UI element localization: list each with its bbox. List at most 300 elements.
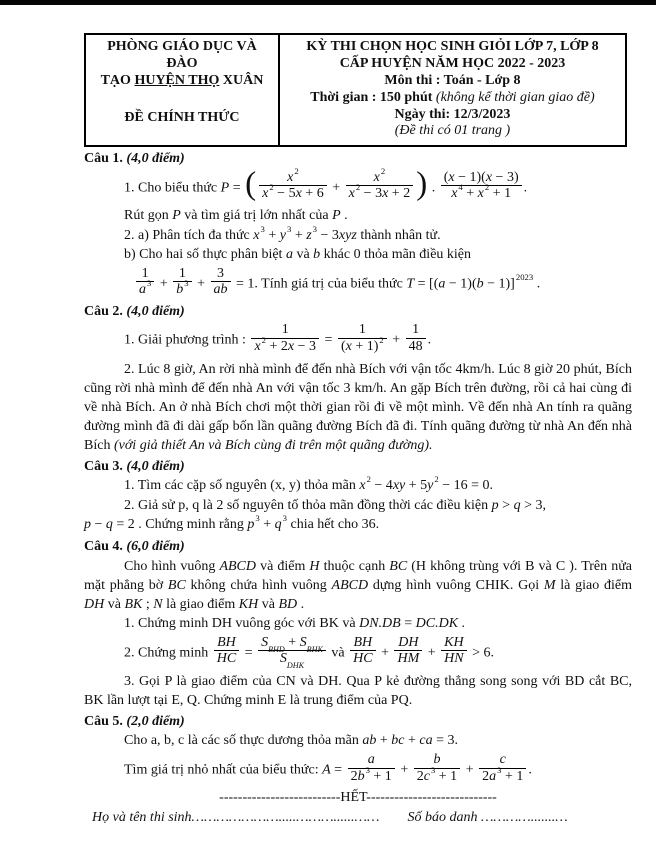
exam-duration-bold: Thời gian : 150 phút	[310, 90, 436, 106]
math-token: − 4	[370, 477, 393, 493]
math-token: 1	[178, 265, 186, 281]
math-token: P	[332, 207, 341, 223]
math-token: 1. Tìm các cặp số nguyên (x, y) thỏa mãn	[124, 477, 360, 493]
exam-date-line: Ngày thi: 12/3/2023	[394, 107, 511, 123]
math-token: q	[274, 517, 282, 533]
math-token: a	[285, 247, 293, 263]
math-token: Tìm giá trị nhỏ nhất của biểu thức:	[124, 762, 323, 778]
subscript: BHK	[306, 644, 323, 654]
math-token: >	[498, 497, 514, 513]
superscript: 3	[497, 764, 502, 775]
math-token: .	[428, 179, 439, 195]
math-token: + 6	[301, 186, 324, 202]
math-token: − 3)	[492, 169, 519, 185]
authority-line2-pre: TẠO	[100, 73, 135, 89]
math-token: DH	[398, 634, 419, 650]
math-token: b	[176, 282, 184, 298]
math-token: = 2 . Chứng minh rằng	[112, 517, 248, 533]
math-token: khác 0 thỏa mãn điều kiện	[320, 247, 472, 263]
authority-line2-post: XUÂN	[219, 73, 264, 89]
math-token: +	[291, 227, 307, 243]
math-token: = 3.	[432, 733, 459, 749]
question-1	[84, 150, 632, 300]
question-2-points: (4,0 điểm)	[126, 304, 185, 320]
math-token: p	[491, 497, 499, 513]
math-token: + 1	[369, 768, 392, 784]
math-token: x	[359, 477, 366, 493]
question-1-heading	[84, 150, 632, 168]
math-token: x	[477, 186, 484, 202]
math-token: ABCD	[219, 558, 256, 574]
fraction-denominator	[441, 182, 522, 202]
math-token: +	[156, 276, 172, 292]
math-token: +	[377, 645, 393, 661]
superscript: 2	[366, 474, 371, 485]
question-1-label: Câu 1.	[84, 151, 123, 167]
math-token: 1. Cho biểu thức	[124, 179, 221, 195]
fraction	[346, 752, 397, 784]
fraction	[439, 170, 524, 202]
math-token: − 3	[360, 186, 383, 202]
subscript: BHD	[268, 644, 285, 654]
math-token: − 3	[317, 227, 339, 243]
math-token: b	[357, 768, 365, 784]
math-token: ab	[213, 282, 228, 298]
math-token: b) Cho hai số thực phân biệt	[124, 247, 286, 263]
fraction-denominator	[338, 335, 387, 355]
math-token: BH	[217, 634, 236, 650]
candidate-number-blank: Số báo danh ………….......…	[407, 810, 568, 826]
math-token: +	[259, 517, 275, 533]
math-token: thuộc cạnh	[319, 558, 390, 574]
superscript: 3	[312, 223, 318, 234]
math-token: + 2	[388, 186, 411, 202]
q1-condition-intro-line	[84, 246, 632, 265]
math-token: 2. a) Phân tích đa thức	[124, 227, 254, 243]
fraction	[477, 752, 528, 784]
q1-simplify-line	[84, 207, 632, 226]
math-token: HM	[397, 651, 420, 667]
math-token: 48	[408, 338, 423, 354]
math-token: +	[284, 634, 300, 650]
math-token: +	[193, 276, 209, 292]
math-token: T	[406, 276, 415, 292]
question-3-label: Câu 3.	[84, 458, 123, 474]
q3-item2-continuation-line	[84, 513, 632, 535]
question-3-points: (4,0 điểm)	[126, 458, 185, 474]
math-token: Cho a, b, c là các số thực dương thỏa mãn	[124, 733, 363, 749]
superscript: 2	[484, 182, 490, 193]
fraction-numerator	[173, 266, 191, 283]
fraction	[249, 322, 321, 354]
fraction-numerator	[479, 752, 526, 769]
math-token: .	[340, 207, 348, 223]
scan-artifact-top-bar	[0, 0, 656, 5]
question-5-points: (2,0 điểm)	[126, 714, 185, 730]
math-token: +	[396, 762, 412, 778]
q3-item1-line	[84, 474, 632, 496]
math-token: H	[309, 558, 320, 574]
math-token: a	[438, 276, 446, 292]
q1-expression-P	[84, 165, 632, 204]
subscript: DHK	[286, 661, 305, 671]
math-token: +	[388, 332, 404, 348]
math-token: > 3,	[520, 497, 546, 513]
fraction-numerator	[406, 322, 426, 339]
fraction-denominator	[406, 339, 426, 355]
math-token: Rút gọn	[124, 207, 173, 223]
fraction	[404, 322, 428, 354]
math-token: P	[172, 207, 181, 223]
q4-item3-paragraph: 3. Gọi P là giao điểm của CN và DH. Qua P kẻ đường thẳng song song với BD cắt BC, BK lần lượt tại E, Q. Chứng minh E là trung điểm của PQ.	[84, 674, 632, 709]
big-parenthesis: (	[245, 165, 257, 202]
fraction	[348, 635, 377, 667]
issuing-authority-cell	[85, 34, 279, 146]
math-token: .	[528, 762, 532, 778]
math-token: HC	[353, 651, 373, 667]
superscript: 2	[379, 335, 384, 345]
math-token: > 6.	[468, 645, 495, 661]
math-token: a	[489, 768, 497, 784]
math-token: N	[153, 597, 163, 613]
fraction-denominator	[173, 278, 191, 298]
q4-item2-line	[84, 634, 632, 671]
math-token: DH	[84, 597, 105, 613]
superscript: 2	[261, 335, 266, 345]
superscript: 3	[282, 513, 287, 524]
math-token: và	[292, 247, 314, 263]
math-token: bc	[391, 733, 405, 749]
page-content	[84, 33, 632, 828]
fraction-denominator	[258, 651, 326, 671]
math-token: a	[367, 751, 375, 767]
math-token: (	[443, 169, 449, 185]
math-token: và điểm	[256, 558, 310, 574]
fraction-numerator	[348, 752, 395, 769]
math-token: +	[328, 179, 344, 195]
fraction-numerator	[441, 170, 522, 187]
fraction-denominator	[259, 182, 327, 202]
question-3	[84, 458, 632, 535]
fraction-denominator	[214, 651, 239, 667]
math-token: + 1	[435, 768, 458, 784]
math-token: y	[279, 227, 286, 243]
superscript: 2	[269, 182, 274, 193]
math-token: DC.DK	[415, 616, 459, 632]
math-token: HC	[216, 651, 237, 667]
math-token: a	[139, 282, 146, 298]
math-token: xyz	[338, 227, 357, 243]
fraction	[257, 165, 329, 202]
math-token: q	[105, 517, 113, 533]
math-token: và	[327, 645, 349, 661]
math-token: ab	[362, 733, 377, 749]
superscript: 3	[365, 764, 370, 775]
q2-word-problem-main: 2. Lúc 8 giờ, An rời nhà mình để đến nhà Bích với vận tốc 4km/h. Lúc 8 giờ 20 phút, Bích cũng rời nhà mình để đến nhà An với vận tốc 3 km/h. An gặp Bích trên đường, rồi cả hai cùng đi về nhà Bích. An ở nhà Bích chơi một thời gian rồi đi về một mình. Về đến nhà An tính ra quãng đường mình đã đi dài gấp bốn lần quãng đường Bích đã đi. Tính quãng đường từ nhà An đến nhà Bích	[84, 361, 632, 453]
fraction-denominator	[211, 282, 231, 298]
math-token: KH	[238, 597, 259, 613]
fraction-denominator	[136, 278, 154, 298]
fraction-numerator	[350, 635, 375, 652]
fraction	[336, 322, 389, 354]
fraction-denominator	[348, 764, 395, 785]
math-token: x	[345, 338, 352, 354]
math-token: và	[258, 597, 279, 613]
math-token: b	[313, 247, 321, 263]
math-token: +	[462, 762, 478, 778]
math-token: 2	[350, 768, 358, 784]
math-token: p	[247, 517, 255, 533]
fraction-numerator	[258, 635, 326, 652]
math-token: c	[499, 751, 506, 767]
math-token: 2	[482, 768, 490, 784]
fraction-numerator	[136, 266, 154, 283]
math-token: − 1)(	[445, 276, 477, 292]
math-token: − 1)(	[454, 169, 486, 185]
math-token: (H không trùng với B và C ). Trên nửa mặt phẳng bờ	[84, 558, 632, 594]
fraction-denominator	[251, 335, 319, 355]
math-token: +	[376, 733, 392, 749]
math-token: = [(	[414, 276, 439, 292]
superscript: 2023	[515, 272, 534, 283]
q3-item2-line	[84, 497, 632, 516]
q5-minimize-line	[84, 751, 632, 786]
math-token: +	[424, 645, 440, 661]
math-token: 2. Giả sử p, q là 2 số nguyên tố thỏa mãn đồng thời các điều kiện	[124, 497, 492, 513]
fraction-denominator	[394, 651, 422, 667]
exam-title-line1: KỲ THI CHỌN HỌC SINH GIỎI LỚP 7, LỚP 8	[306, 39, 599, 54]
big-parenthesis: )	[416, 165, 428, 202]
math-token: x	[262, 186, 269, 202]
fraction-numerator	[414, 752, 460, 769]
question-4-label: Câu 4.	[84, 538, 123, 554]
fraction	[209, 266, 233, 298]
superscript: 2	[355, 182, 361, 193]
math-token: + 1)	[351, 338, 379, 354]
exam-info-cell	[279, 34, 626, 146]
question-5-label: Câu 5.	[84, 714, 123, 730]
question-5-heading	[84, 713, 632, 731]
math-token: HN	[444, 651, 464, 667]
exam-duration-note: (không kể thời gian giao đề)	[435, 90, 595, 106]
math-token: x	[485, 169, 493, 185]
fraction-denominator	[346, 182, 414, 202]
math-token: ca	[419, 733, 433, 749]
math-token: S	[261, 634, 269, 650]
math-token: DN.DB	[359, 616, 401, 632]
fraction	[134, 266, 156, 298]
math-token: 1	[281, 322, 289, 338]
math-token: x	[382, 186, 389, 202]
math-token: chia hết cho 36.	[286, 517, 380, 533]
question-2-label: Câu 2.	[84, 304, 123, 320]
math-token: M	[543, 578, 556, 594]
math-token: x	[253, 227, 260, 243]
fraction	[392, 635, 424, 667]
math-token: và tìm giá trị lớn nhất của	[180, 207, 333, 223]
math-token: 2	[416, 768, 424, 784]
fraction-denominator	[441, 651, 466, 667]
math-token: không chứa hình vuông	[185, 578, 332, 594]
fraction	[212, 635, 241, 667]
math-token: = 1. Tính giá trị của biểu thức	[232, 276, 407, 292]
superscript: 3	[147, 278, 152, 289]
question-2-heading	[84, 303, 632, 321]
math-token: −	[91, 517, 106, 533]
exam-duration-line	[284, 89, 621, 106]
superscript: 2	[434, 474, 439, 485]
candidate-info-line	[84, 809, 632, 827]
math-token: BH	[353, 634, 373, 650]
math-token: x	[287, 338, 295, 354]
math-token: + 2	[266, 338, 288, 354]
math-token: x	[295, 186, 302, 202]
math-token: .	[427, 332, 432, 348]
math-token: 1. Chứng minh DH vuông góc với BK và	[124, 616, 360, 632]
math-token: c	[423, 768, 430, 784]
math-token: q	[513, 497, 521, 513]
authority-line2	[90, 72, 274, 89]
superscript: 3	[260, 223, 265, 234]
math-token: BD	[278, 597, 298, 613]
math-token: P	[220, 179, 230, 195]
q2-word-problem-note: (với giả thiết An và Bích cùng đi trên một quãng đường).	[113, 437, 433, 453]
q1-condition-formula-line	[84, 265, 632, 300]
math-token: x	[448, 169, 455, 185]
fraction-numerator	[394, 635, 422, 652]
q2-equation-line	[84, 324, 632, 356]
q4-item1-line	[84, 615, 632, 634]
math-token: 1	[141, 265, 149, 281]
math-token: S	[299, 634, 307, 650]
fraction	[171, 266, 193, 298]
superscript: 3	[184, 278, 189, 289]
math-token: x	[348, 186, 355, 202]
q5-condition-line	[84, 732, 632, 751]
math-token: .	[297, 597, 305, 613]
question-2	[84, 303, 632, 455]
math-token: x	[287, 169, 294, 185]
official-exam-label: ĐỀ CHÍNH THỨC	[124, 110, 240, 126]
math-token: +	[462, 186, 478, 202]
math-token: =	[400, 616, 416, 632]
math-token: và	[104, 597, 125, 613]
math-token: =	[330, 762, 346, 778]
math-token: BK	[124, 597, 143, 613]
fraction	[256, 634, 328, 671]
math-token: z	[306, 227, 312, 243]
math-token: + 5	[405, 477, 428, 493]
math-token: (	[340, 338, 346, 354]
math-token: =	[321, 332, 336, 348]
fraction	[344, 165, 416, 202]
superscript: 2	[294, 165, 299, 176]
math-token: b	[476, 276, 484, 292]
exam-pages-note: (Đề thi có 01 trang )	[394, 123, 511, 139]
math-token: BC	[389, 558, 408, 574]
exam-subject-line: Môn thi : Toán - Lớp 8	[384, 73, 521, 89]
math-token: 2. Chứng minh	[124, 645, 212, 661]
q1-factor-line	[84, 223, 632, 246]
exam-header-table	[84, 33, 627, 147]
math-token: b	[433, 751, 441, 767]
question-1-points: (4,0 điểm)	[126, 151, 185, 167]
superscript: 3	[255, 513, 260, 524]
math-token: p	[84, 517, 91, 533]
math-token: thành nhân tử.	[356, 227, 441, 243]
question-3-heading	[84, 458, 632, 476]
math-token: x	[373, 169, 380, 185]
fraction-denominator	[479, 764, 526, 785]
math-token: 3	[217, 265, 224, 281]
q4-intro-paragraph	[84, 557, 632, 614]
math-token: .	[458, 616, 466, 632]
superscript: 3	[286, 223, 292, 234]
math-token: .	[533, 276, 541, 292]
q2-word-problem	[84, 360, 632, 455]
math-token: +	[404, 733, 420, 749]
math-token: 1. Giải phương trình :	[124, 332, 250, 348]
math-token: A	[322, 762, 331, 778]
candidate-name-blank: Họ và tên thi sinh………………….....………......……	[92, 810, 380, 826]
math-token: là giao điểm	[555, 578, 632, 594]
superscript: 4	[458, 182, 463, 193]
math-token: Cho hình vuông	[124, 558, 220, 574]
math-token: − 1)]	[483, 276, 515, 292]
math-token: +	[264, 227, 280, 243]
question-4	[84, 538, 632, 710]
math-token: BC	[167, 578, 186, 594]
question-4-heading	[84, 538, 632, 556]
fraction-numerator	[211, 266, 231, 283]
fraction-numerator	[214, 635, 239, 652]
math-token: x	[254, 338, 261, 354]
fraction-numerator	[441, 635, 466, 652]
math-token: 1	[358, 322, 366, 338]
math-token: dựng hình vuông CHIK. Gọi	[368, 578, 544, 594]
math-token: ;	[142, 597, 154, 613]
math-token: − 5	[273, 186, 296, 202]
math-token: + 1	[489, 186, 512, 202]
superscript: 2	[380, 165, 386, 176]
superscript: 3	[430, 764, 436, 775]
math-token: ABCD	[331, 578, 369, 594]
math-token: là giao điểm	[162, 597, 239, 613]
exam-title-line2: CẤP HUYỆN NĂM HỌC 2022 - 2023	[339, 56, 566, 72]
math-token: .	[523, 179, 528, 195]
end-of-exam-divider: --------------------------HẾT----------------------------	[219, 790, 497, 806]
authority-line1: PHÒNG GIÁO DỤC VÀ ĐÀO	[107, 39, 257, 72]
question-4-points: (6,0 điểm)	[126, 538, 185, 554]
math-token: =	[229, 179, 245, 195]
math-token: S	[279, 651, 287, 667]
fraction-denominator	[414, 764, 460, 785]
question-5	[84, 713, 632, 786]
fraction-denominator	[350, 651, 375, 667]
math-token: y	[427, 477, 434, 493]
math-token: − 16 = 0.	[438, 477, 494, 493]
math-token: KH	[444, 634, 464, 650]
math-token: x	[451, 186, 458, 202]
fraction	[439, 635, 468, 667]
fraction	[412, 752, 462, 784]
math-token: 1	[412, 322, 420, 338]
math-token: xy	[392, 477, 406, 493]
math-token: =	[241, 645, 257, 661]
authority-line2-underlined: HUYỆN THỌ	[134, 73, 220, 89]
math-token: + 1	[501, 768, 524, 784]
math-token: − 3	[294, 338, 317, 354]
